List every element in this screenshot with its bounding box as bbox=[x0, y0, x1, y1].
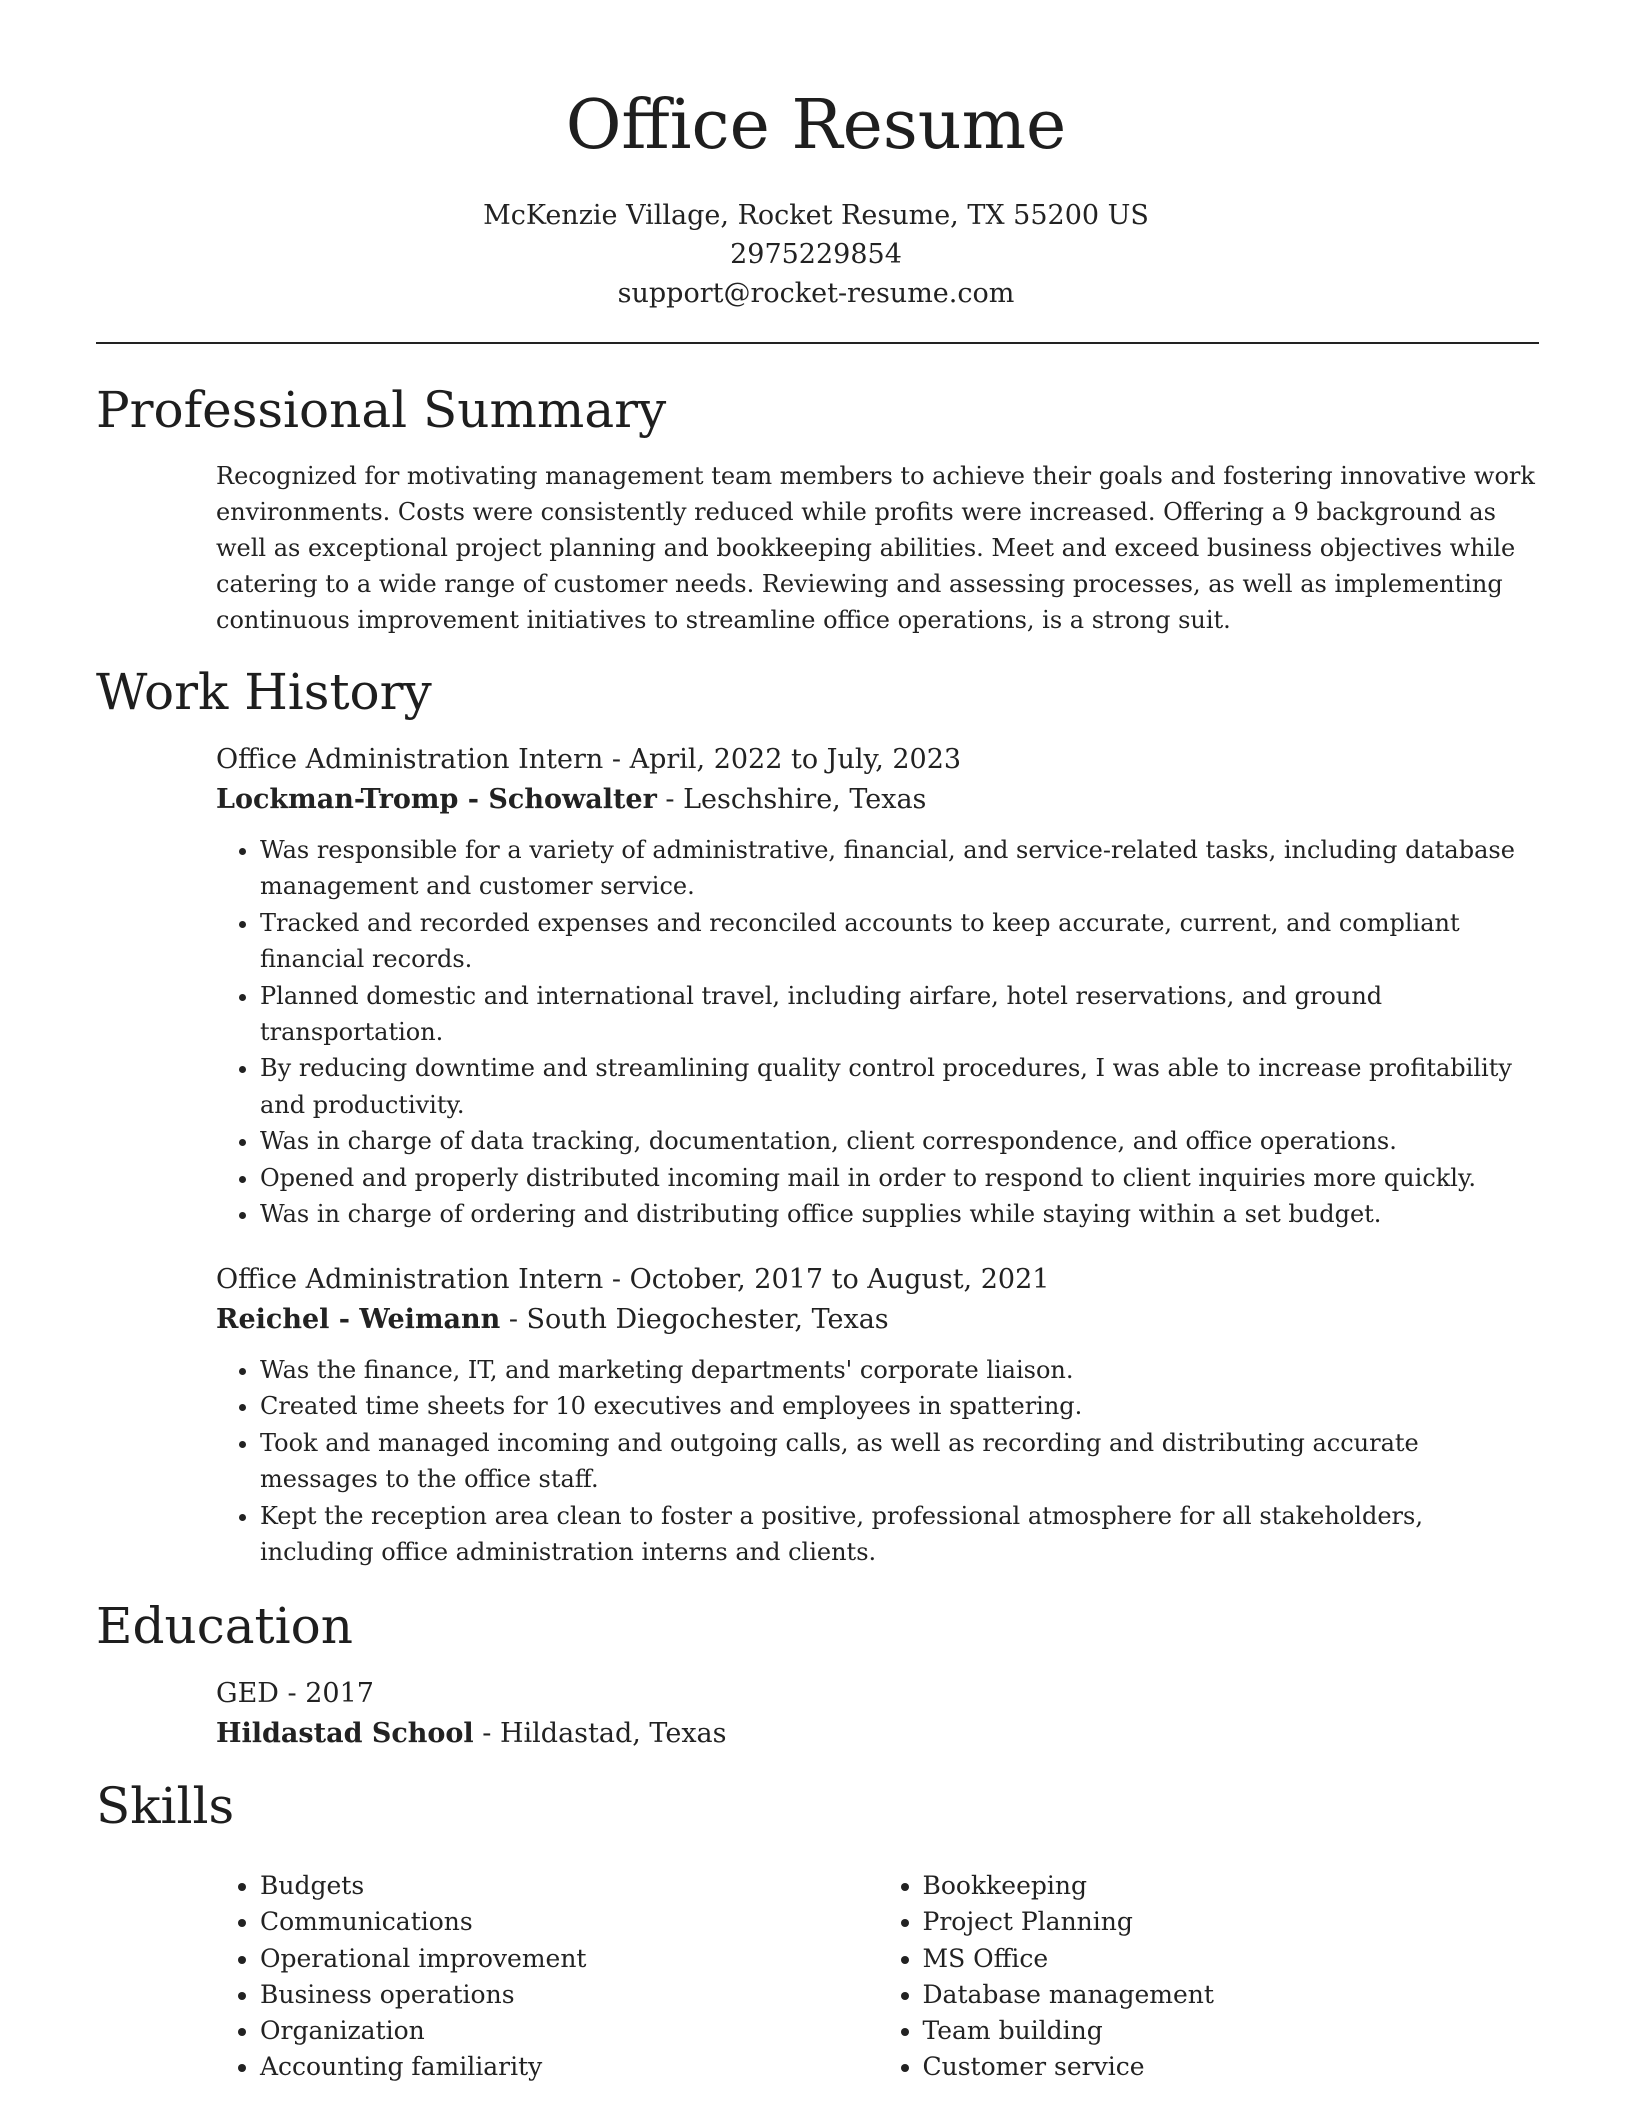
job-location: - South Diegochester, Texas bbox=[500, 1304, 889, 1335]
skills-column-left bbox=[216, 1868, 879, 2086]
skills-list bbox=[216, 1868, 1541, 2086]
job-company-line bbox=[216, 1300, 1541, 1340]
degree-line bbox=[216, 1674, 1541, 1714]
phone: 2975229854 bbox=[730, 239, 902, 270]
school-line bbox=[216, 1714, 1541, 1754]
job-location: - Leschshire, Texas bbox=[656, 784, 927, 815]
job-entry bbox=[216, 740, 1541, 1232]
skill-item: • Database management bbox=[923, 1977, 1542, 2013]
job-bullet: • Opened and properly distributed incoming mail in order to respond to client inquiries more quickly. bbox=[260, 1160, 1541, 1196]
job-bullet: • Was in charge of data tracking, documentation, client correspondence, and office operations. bbox=[260, 1123, 1541, 1159]
job-company: Lockman-Tromp - Schowalter bbox=[216, 784, 657, 815]
skill-item: • Customer service bbox=[923, 2049, 1542, 2085]
job-title-line bbox=[216, 1260, 1541, 1300]
skill-item: • Bookkeeping bbox=[923, 1868, 1542, 1904]
degree: GED bbox=[216, 1678, 279, 1709]
resume-header bbox=[0, 86, 1632, 313]
job-bullets bbox=[216, 1352, 1541, 1570]
job-company: Reichel - Weimann bbox=[216, 1304, 501, 1335]
skill-item: • Project Planning bbox=[923, 1904, 1542, 1940]
summary-title: Professional Summary bbox=[96, 381, 667, 439]
job-bullet: • Kept the reception area clean to foster a positive, professional atmosphere for all stakeholders, including office administration interns and clients. bbox=[260, 1498, 1541, 1571]
job-role: Office Administration Intern bbox=[216, 744, 604, 775]
skills-title: Skills bbox=[96, 1777, 235, 1835]
candidate-name: Office Resume bbox=[565, 86, 1067, 165]
job-bullet: • Planned domestic and international travel, including airfare, hotel reservations, and ground transportation. bbox=[260, 978, 1541, 1051]
skill-item: • Team building bbox=[923, 2013, 1542, 2049]
job-dates: - October, 2017 to August, 2021 bbox=[603, 1264, 1050, 1295]
job-bullet: • Was the finance, IT, and marketing departments' corporate liaison. bbox=[260, 1352, 1541, 1388]
skill-item: • Budgets bbox=[260, 1868, 879, 1904]
job-role: Office Administration Intern bbox=[216, 1264, 604, 1295]
job-bullet: • Tracked and recorded expenses and reconciled accounts to keep accurate, current, and compliant financial records. bbox=[260, 905, 1541, 978]
skills-column-right bbox=[879, 1868, 1542, 2086]
skill-item: • Business operations bbox=[260, 1977, 879, 2013]
degree-year: - 2017 bbox=[278, 1678, 374, 1709]
job-bullet: • Was in charge of ordering and distributing office supplies while staying within a set budget. bbox=[260, 1196, 1541, 1232]
skill-item: • Accounting familiarity bbox=[260, 2049, 879, 2085]
summary-text: Recognized for motivating management team members to achieve their goals and fostering innovative work environments. Costs were consistently reduced while profits were increased. Offering a 9 background as well as exceptional project planning and bookkeeping abilities. Meet and exceed business objectives while catering to a wide range of customer needs. Reviewing and assessing processes, as well as implementing continuous improvement initiatives to streamline office operations, is a strong suit. bbox=[216, 462, 1535, 634]
job-bullet: • Took and managed incoming and outgoing calls, as well as recording and distributing accurate messages to the office staff. bbox=[260, 1425, 1541, 1498]
skill-item: • Organization bbox=[260, 2013, 879, 2049]
school-location: - Hildastad, Texas bbox=[473, 1718, 727, 1749]
job-company-line bbox=[216, 780, 1541, 820]
address: McKenzie Village, Rocket Resume, TX 55200 US bbox=[483, 200, 1149, 231]
skill-item: • Communications bbox=[260, 1904, 879, 1940]
work-history-title: Work History bbox=[96, 663, 432, 721]
header-divider bbox=[96, 342, 1539, 344]
email: support@rocket-resume.com bbox=[617, 278, 1015, 309]
job-bullet: • Created time sheets for 10 executives and employees in spattering. bbox=[260, 1388, 1541, 1424]
job-title-line bbox=[216, 740, 1541, 780]
education-title: Education bbox=[96, 1597, 353, 1655]
school-name: Hildastad School bbox=[216, 1718, 474, 1749]
skill-item: • MS Office bbox=[923, 1941, 1542, 1977]
job-dates: - April, 2022 to July, 2023 bbox=[603, 744, 962, 775]
skill-item: • Operational improvement bbox=[260, 1941, 879, 1977]
education-entry bbox=[216, 1674, 1541, 1754]
job-bullet: • Was responsible for a variety of administrative, financial, and service-related tasks, including database management and customer service. bbox=[260, 832, 1541, 905]
job-entry bbox=[216, 1260, 1541, 1570]
contact-info bbox=[0, 196, 1632, 313]
job-bullet: • By reducing downtime and streamlining quality control procedures, I was able to increase profitability and productivity. bbox=[260, 1050, 1541, 1123]
job-bullets bbox=[216, 832, 1541, 1232]
